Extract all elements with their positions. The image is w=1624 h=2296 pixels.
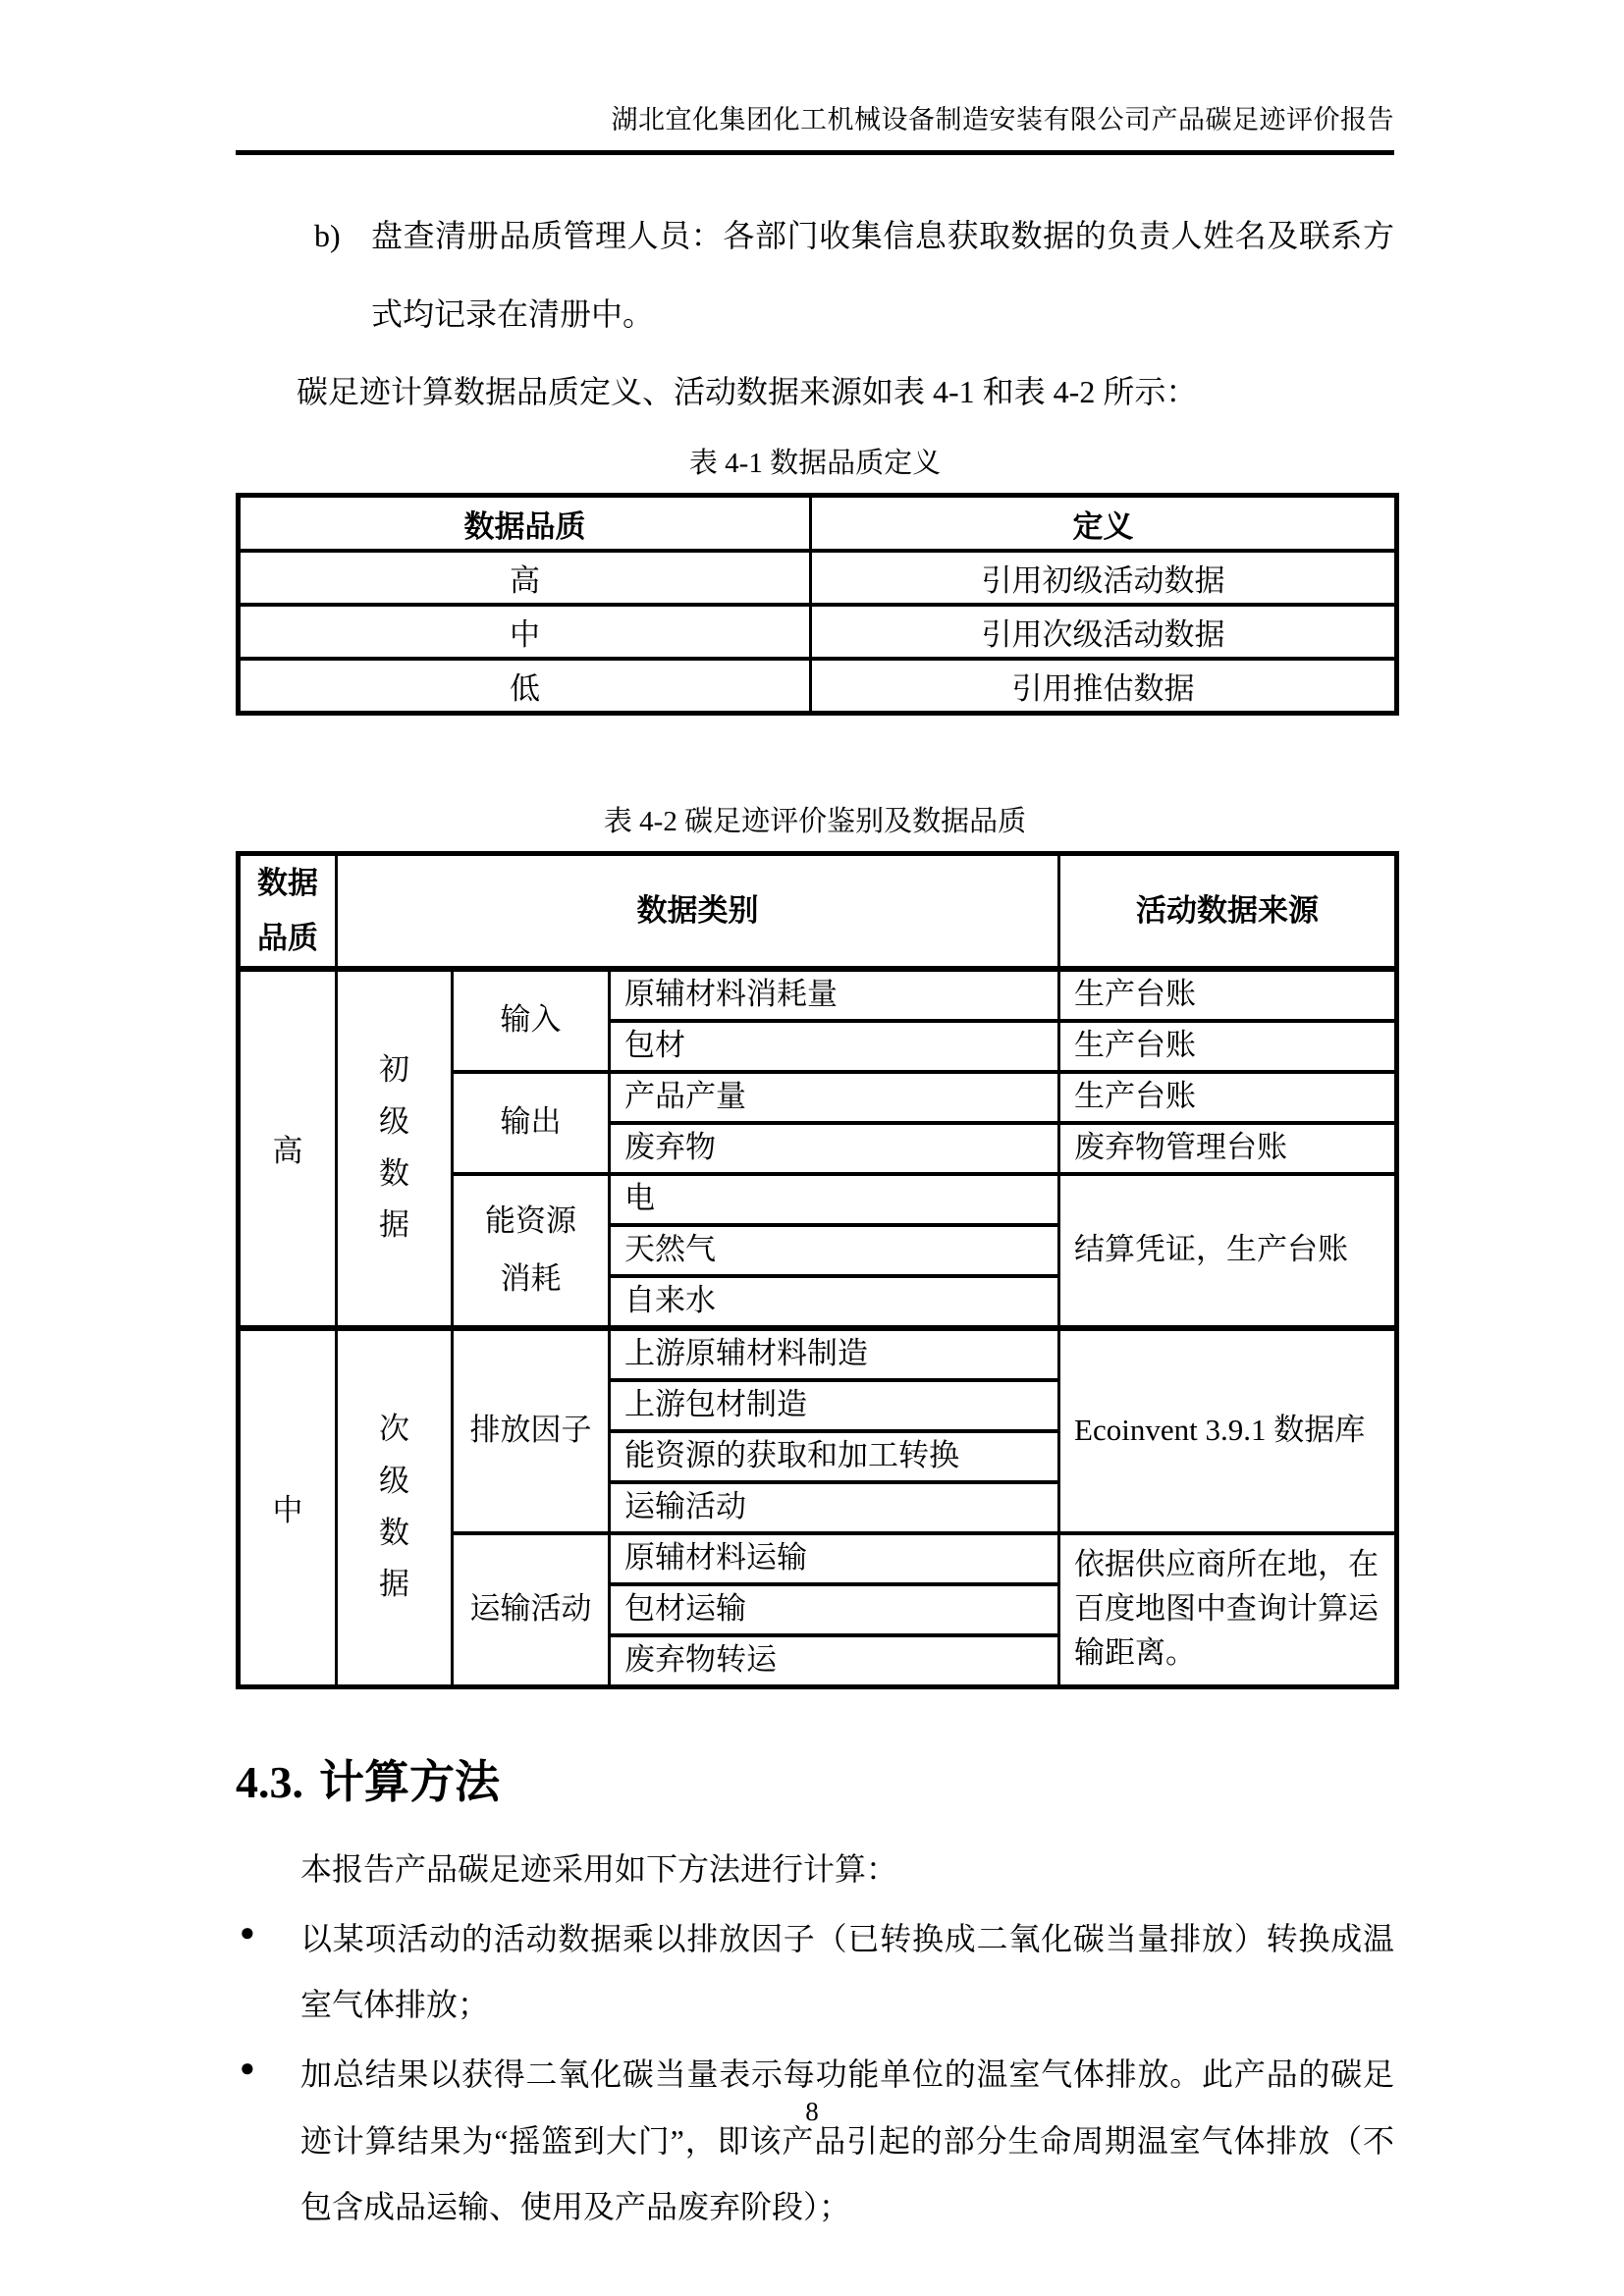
merged-source-cell: 依据供应商所在地，在百度地图中查询计算运输距离。: [1059, 1533, 1397, 1687]
table1-definition-cell: 引用次级活动数据: [811, 605, 1397, 659]
bullet-text: 以某项活动的活动数据乘以排放因子（已转换成二氧化碳当量排放）转换成温室气体排放；: [300, 1920, 1394, 2023]
table2-header-category: 数据类别: [337, 854, 1059, 969]
level-cell-primary: 初级数据: [337, 969, 453, 1328]
page-header-title: 湖北宜化集团化工机械设备制造安装有限公司产品碳足迹评价报告: [611, 105, 1394, 134]
source-cell: 生产台账: [1059, 1072, 1397, 1123]
item-cell: 天然气: [610, 1225, 1059, 1276]
item-cell: 自来水: [610, 1276, 1059, 1328]
subgroup-cell-transport: 运输活动: [453, 1533, 610, 1687]
table1-definition-cell: 引用推估数据: [811, 659, 1397, 714]
table1-definition-cell: 引用初级活动数据: [811, 551, 1397, 605]
quality-cell-high: 高: [239, 969, 337, 1328]
item-cell: 电: [610, 1174, 1059, 1225]
section-heading: [236, 1746, 1394, 1811]
table2-caption: 表 4-2 碳足迹评价鉴别及数据品质: [603, 806, 1027, 838]
bullet-item: [236, 2042, 1394, 2240]
item-cell: 废弃物: [610, 1123, 1059, 1174]
bullet-icon: ●: [240, 2054, 255, 2083]
table2-header-quality: 数据品质: [239, 854, 337, 969]
table-row: [239, 1328, 1397, 1380]
bullet-icon: ●: [240, 1917, 255, 1947]
item-cell: 运输活动: [610, 1482, 1059, 1533]
level-cell-secondary: 次级数据: [337, 1328, 453, 1687]
page-header: [236, 0, 1394, 155]
list-item-b-text: 盘查清册品质管理人员：各部门收集信息获取数据的负责人姓名及联系方式均记录在清册中。: [371, 218, 1394, 332]
lead-paragraph: 碳足迹计算数据品质定义、活动数据来源如表 4-1 和表 4-2 所示：: [297, 374, 1198, 409]
section-intro-paragraph: 本报告产品碳足迹采用如下方法进行计算：: [300, 1850, 898, 1887]
table1-quality-cell: 中: [239, 605, 811, 659]
footprint-identification-table: [236, 851, 1399, 1689]
table1-caption: 表 4-1 数据品质定义: [688, 448, 942, 480]
merged-source-cell: 结算凭证，生产台账: [1059, 1174, 1397, 1328]
table-header-row: [239, 854, 1397, 969]
item-cell: 原辅材料运输: [610, 1533, 1059, 1584]
list-item-b: [236, 196, 1394, 353]
item-cell: 上游包材制造: [610, 1380, 1059, 1431]
table-row: [239, 551, 1397, 605]
subgroup-cell-emission-factor: 排放因子: [453, 1328, 610, 1533]
item-cell: 废弃物转运: [610, 1635, 1059, 1687]
source-cell: 废弃物管理台账: [1059, 1123, 1397, 1174]
table1-quality-cell: 低: [239, 659, 811, 714]
bullet-item: [236, 1906, 1394, 2038]
table1-header-quality: 数据品质: [239, 496, 811, 552]
item-cell: 产品产量: [610, 1072, 1059, 1123]
table-row: [239, 659, 1397, 714]
table1-header-definition: 定义: [811, 496, 1397, 552]
item-cell: 能资源的获取和加工转换: [610, 1431, 1059, 1482]
table2-header-source: 活动数据来源: [1059, 854, 1397, 969]
item-cell: 原辅材料消耗量: [610, 969, 1059, 1021]
quality-cell-medium: 中: [239, 1328, 337, 1687]
table-header-row: [239, 496, 1397, 552]
table1-quality-cell: 高: [239, 551, 811, 605]
source-cell: 生产台账: [1059, 1021, 1397, 1072]
page-header-rule: [236, 98, 1394, 155]
source-cell: 生产台账: [1059, 969, 1397, 1021]
merged-source-cell: Ecoinvent 3.9.1 数据库: [1059, 1328, 1397, 1533]
item-cell: 包材运输: [610, 1584, 1059, 1635]
bullet-text: 加总结果以获得二氧化碳当量表示每功能单位的温室气体排放。此产品的碳足迹计算结果为“摇篮到大门”，即该产品引起的部分生命周期温室气体排放（不包含成品运输、使用及产品废弃阶段）；: [300, 2056, 1394, 2224]
list-item-b-marker: b): [314, 218, 341, 253]
table-row: [239, 969, 1397, 1021]
subgroup-cell-input: 输入: [453, 969, 610, 1072]
item-cell: 上游原辅材料制造: [610, 1328, 1059, 1380]
item-cell: 包材: [610, 1021, 1059, 1072]
section-title: 计算方法: [319, 1755, 500, 1807]
data-quality-definition-table: [236, 493, 1399, 716]
section-number: 4.3.: [236, 1756, 303, 1807]
subgroup-cell-output: 输出: [453, 1072, 610, 1174]
page-number: 8: [805, 2097, 819, 2126]
subgroup-cell-energy: 能资源消耗: [453, 1174, 610, 1328]
table-row: [239, 605, 1397, 659]
